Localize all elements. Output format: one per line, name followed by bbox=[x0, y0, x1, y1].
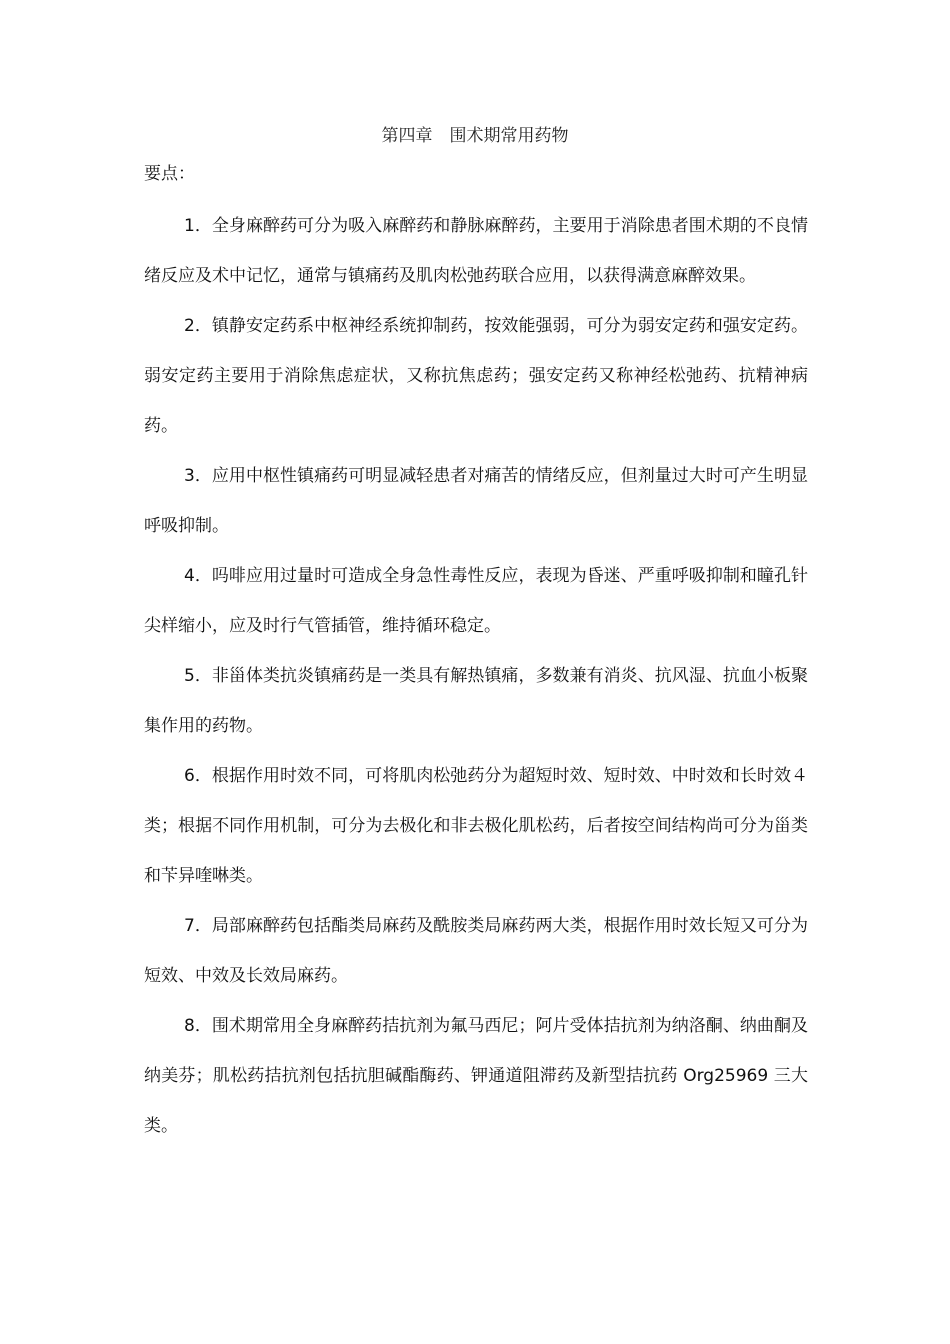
key-point-5: 5．非甾体类抗炎镇痛药是一类具有解热镇痛，多数兼有消炎、抗风湿、抗血小板聚集作用的药物。 bbox=[144, 666, 808, 736]
chapter-title: 第四章 围术期常用药物 bbox=[381, 126, 569, 146]
key-point-1: 1．全身麻醉药可分为吸入麻醉药和静脉麻醉药，主要用于消除患者围术期的不良情绪反应及术中记忆，通常与镇痛药及肌肉松弛药联合应用，以获得满意麻醉效果。 bbox=[144, 216, 808, 286]
key-point-8: 8．围术期常用全身麻醉药拮抗剂为氟马西尼；阿片受体拮抗剂为纳洛酮、纳曲酮及纳美芬；肌松药拮抗剂包括抗胆碱酯酶药、钾通道阻滞药及新型拮抗药 Org25969 三大类。 bbox=[144, 1016, 808, 1136]
section-label: 要点： bbox=[144, 164, 195, 184]
key-point-6: 6．根据作用时效不同，可将肌肉松弛药分为超短时效、短时效、中时效和长时效４类；根据不同作用机制，可分为去极化和非去极化肌松药，后者按空间结构尚可分为甾类和苄异喹啉类。 bbox=[144, 766, 808, 886]
key-point-2: 2．镇静安定药系中枢神经系统抑制药，按效能强弱，可分为弱安定药和强安定药。弱安定药主要用于消除焦虑症状，又称抗焦虑药；强安定药又称神经松弛药、抗精神病药。 bbox=[144, 316, 808, 436]
key-points-list bbox=[144, 201, 808, 1151]
key-point-7: 7．局部麻醉药包括酯类局麻药及酰胺类局麻药两大类，根据作用时效长短又可分为短效、中效及长效局麻药。 bbox=[144, 916, 808, 986]
key-point-4: 4．吗啡应用过量时可造成全身急性毒性反应，表现为昏迷、严重呼吸抑制和瞳孔针尖样缩小，应及时行气管插管，维持循环稳定。 bbox=[144, 566, 808, 636]
key-point-3: 3．应用中枢性镇痛药可明显减轻患者对痛苦的情绪反应，但剂量过大时可产生明显呼吸抑制。 bbox=[144, 466, 808, 536]
